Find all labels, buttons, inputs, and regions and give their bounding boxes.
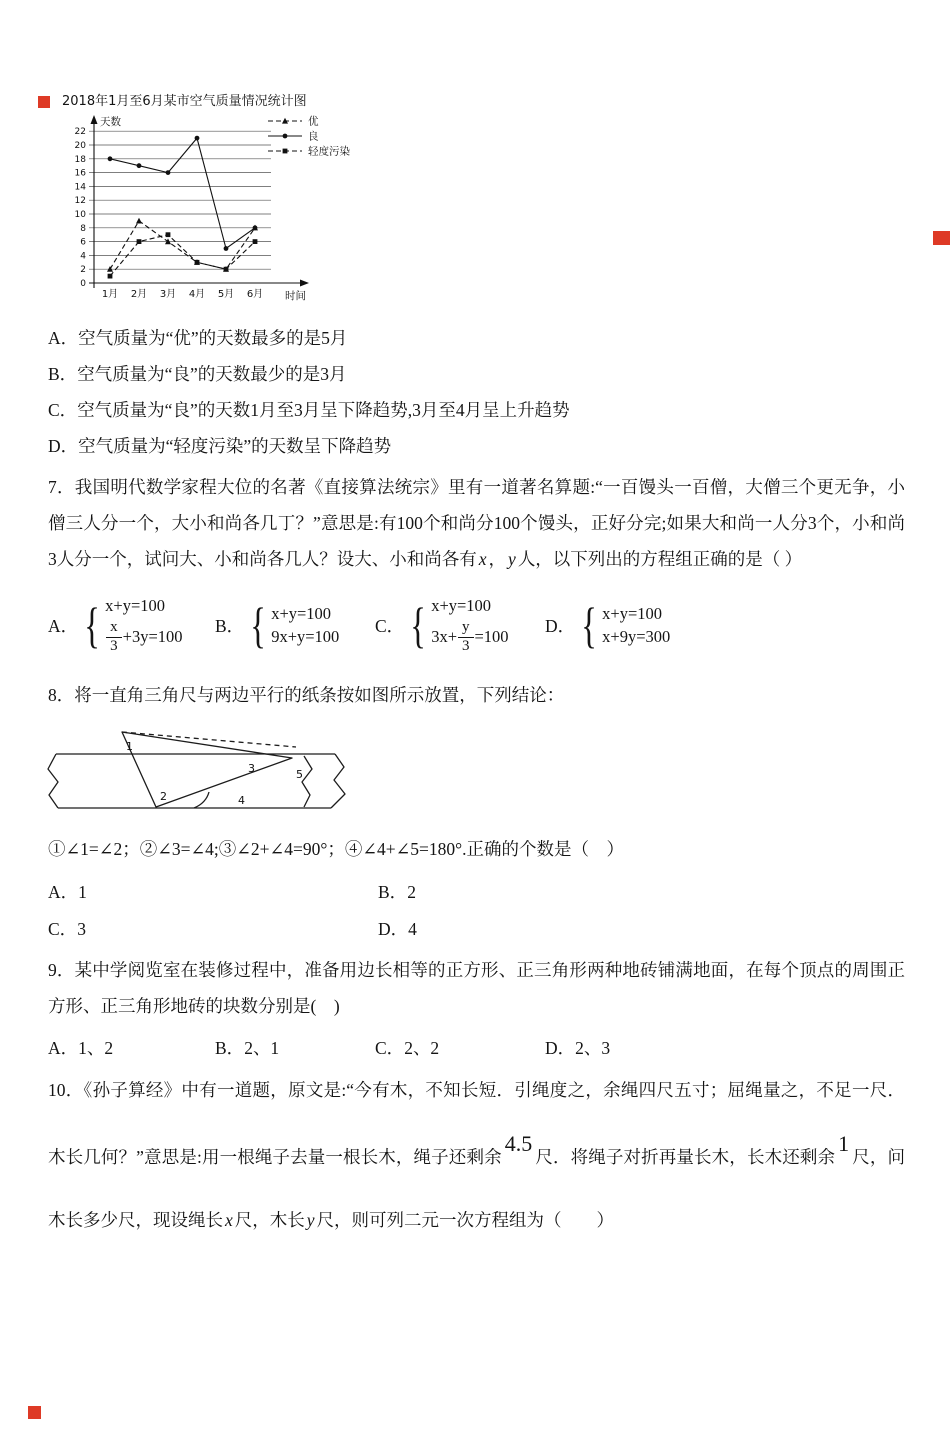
eq-part: +3y=100: [122, 627, 183, 647]
left-brace: {: [84, 597, 100, 654]
stem-text: 人，以下列出的方程组正确的是（ ）: [517, 548, 803, 569]
svg-text:0: 0: [80, 279, 86, 289]
q9-stem: 9．某中学阅览室在装修过程中，准备用边长相等的正方形、正三角形两种地砖铺满地面，在每个顶点的周围正方形、正三角形地砖的块数分别是( ): [48, 960, 905, 1017]
q9-option-d: [545, 1035, 905, 1060]
strip-torn-right-edge: [331, 754, 345, 808]
stem-text: 尺，问木长多少尺，现设绳长: [48, 1146, 906, 1231]
option-label: D．: [378, 919, 409, 940]
svg-text:22: 22: [74, 127, 86, 138]
q9-option-a: [48, 1035, 215, 1060]
eq-part: 9x+y=100: [271, 627, 340, 647]
svg-text:16: 16: [74, 168, 86, 179]
option-text: 4: [408, 919, 417, 940]
red-corner-marker-top-left: [38, 96, 50, 108]
svg-text:12: 12: [74, 196, 86, 207]
q9-option-b: [215, 1035, 375, 1060]
option-text: 2、2: [404, 1038, 440, 1059]
fraction: [458, 619, 474, 655]
eq-part: x+9y=300: [602, 627, 671, 647]
q8-option-b: [378, 879, 905, 904]
q10-stem: [48, 1062, 905, 1250]
option-text: 空气质量为“轻度污染”的天数呈下降趋势: [78, 436, 392, 456]
equation-system: [271, 604, 339, 647]
option-text: 1、2: [78, 1038, 114, 1059]
left-brace: {: [250, 597, 266, 654]
svg-text:2月: 2月: [130, 289, 148, 300]
q8-statements: ①∠1=∠2；②∠3=∠4;③∠2+∠4=90°；④∠4+∠5=180°.正确的个数是（ ）: [48, 838, 625, 859]
option-text: 2、1: [244, 1038, 280, 1059]
svg-text:2: 2: [80, 265, 86, 276]
svg-text:14: 14: [74, 182, 86, 193]
fraction-denominator: 3: [462, 637, 470, 654]
angle-label-3: 3: [248, 761, 255, 775]
option-label: A．: [48, 616, 79, 637]
option-text: 1: [78, 882, 87, 903]
svg-text:20: 20: [74, 141, 86, 151]
equation-1: x+y=100: [431, 596, 492, 616]
svg-text:6月: 6月: [246, 289, 264, 300]
equation-1: x+y=100: [602, 604, 663, 624]
option-text: 2、3: [575, 1038, 611, 1059]
equation-2: [271, 627, 339, 647]
svg-text:良: 良: [308, 130, 319, 143]
q6-option-b: [48, 361, 905, 386]
q7-option-c: [375, 596, 545, 655]
variable-x: x: [225, 1210, 233, 1231]
red-edge-marker-right: [933, 231, 950, 245]
equation-system: [602, 604, 670, 647]
option-text: 空气质量为“良”的天数最少的是3月: [77, 364, 347, 384]
q6-option-c: [48, 397, 905, 422]
svg-text:8: 8: [80, 223, 86, 234]
q9-options: [48, 1035, 905, 1060]
equation-1: x+y=100: [105, 596, 166, 616]
q7-option-a: [48, 596, 215, 655]
strip-torn-left-edge: [48, 754, 58, 808]
q6-option-a: [48, 325, 905, 350]
equation-system: [105, 596, 182, 655]
angle-label-2: 2: [160, 789, 167, 803]
fraction-numerator: y: [458, 619, 474, 637]
svg-text:3月: 3月: [159, 289, 177, 300]
q8-option-a: [48, 879, 378, 904]
svg-text:4: 4: [80, 251, 86, 262]
equation-1: x+y=100: [271, 604, 332, 624]
angle-label-5: 5: [296, 767, 303, 781]
angle-label-4: 4: [238, 793, 245, 807]
eq-part: =100: [474, 627, 509, 647]
option-label: C．: [375, 1038, 405, 1059]
svg-text:天数: 天数: [100, 116, 121, 128]
q6-options: [48, 325, 905, 458]
svg-text:10: 10: [74, 210, 86, 220]
variable-y: y: [508, 548, 516, 569]
option-text: 2: [407, 882, 416, 903]
svg-text:轻度污染: 轻度污染: [308, 145, 350, 158]
fraction-numerator: x: [106, 619, 122, 637]
option-label: A．: [48, 882, 79, 903]
fraction-denominator: 3: [110, 637, 118, 654]
angle-label-1: 1: [126, 739, 133, 753]
q7-options: [48, 586, 905, 666]
option-text: 空气质量为“良”的天数1月至3月呈下降趋势,3月至4月呈上升趋势: [77, 400, 570, 420]
option-label: B．: [378, 882, 408, 903]
option-label: D．: [48, 436, 79, 456]
angle-arc: [194, 792, 209, 808]
svg-text:5月: 5月: [217, 289, 235, 300]
option-label: C．: [48, 400, 78, 420]
chart-title: 2018年1月至6月某市空气质量情况统计图: [62, 94, 307, 109]
red-corner-marker-bottom-left: [28, 1406, 41, 1419]
option-label: A．: [48, 328, 79, 348]
remainder-value: 4.5: [504, 1130, 533, 1156]
q8-option-d: [378, 916, 905, 941]
option-label: B．: [215, 616, 245, 637]
option-text: 3: [77, 919, 86, 940]
strip-torn-inner-edge: [302, 756, 312, 807]
svg-text:优: 优: [308, 115, 319, 128]
q9-option-c: [375, 1035, 545, 1060]
q8-options: [48, 879, 905, 941]
option-label: C．: [48, 919, 78, 940]
q7-option-b: [215, 597, 375, 654]
exam-page: [0, 90, 950, 1250]
variable-y: y: [306, 1210, 315, 1231]
equation-2: [105, 619, 182, 655]
svg-text:时间: 时间: [285, 290, 306, 302]
stem-text: 尺，则可列二元一次方程组为（ ）: [316, 1210, 615, 1231]
exam-content: [0, 90, 950, 1250]
left-brace: {: [581, 597, 597, 654]
q8-option-c: [48, 916, 378, 941]
option-label: D．: [545, 1038, 576, 1059]
left-brace: {: [410, 597, 426, 654]
stem-text: 尺，木长: [234, 1210, 305, 1231]
equation-system: [431, 596, 508, 655]
q7-stem: [48, 470, 905, 578]
eq-part: 3x+: [431, 627, 457, 647]
equation-2: [431, 619, 508, 655]
q8-figure: [42, 720, 352, 820]
svg-text:18: 18: [74, 154, 86, 165]
option-label: B．: [48, 364, 78, 384]
svg-text:1月: 1月: [101, 289, 119, 300]
stem-text: 尺．将绳子对折再量长木，长木还剩余: [535, 1146, 836, 1167]
option-label: D．: [545, 616, 576, 637]
option-text: 空气质量为“优”的天数最多的是5月: [78, 328, 348, 348]
option-label: C．: [375, 616, 405, 637]
q8-stem: 8．将一直角三角尺与两边平行的纸条按如图所示放置，下列结论：: [48, 684, 565, 705]
stem-text: ，: [488, 548, 507, 569]
stem-text: 7．我国明代数学家程大位的名著《直接算法统宗》里有一道著名算题:“一百馒头一百僧，大僧三个更无争，小僧三人分一个，大小和尚各几丁？”意思是:有100个和尚分100个馒头，正好分完;如果大和尚一人分3个，小和尚3人分一个，试问大、小和尚各几人？设大、小和尚各有: [48, 477, 905, 569]
svg-text:6: 6: [80, 237, 86, 248]
equation-2: [602, 627, 670, 647]
air-quality-chart-block: [56, 90, 905, 311]
remainder-value: 1: [838, 1130, 850, 1156]
svg-text:4月: 4月: [188, 289, 206, 300]
fraction: [106, 619, 122, 655]
stem-text: 10．《孙子算经》中有一道题，原文是:“今有木，不知长短．引绳度之，余绳四尺五寸；屈绳量之，不足一尺．木长几何？”意思是:用一根绳子去量一根长木，绳子还剩余: [48, 1080, 905, 1167]
q7-option-d: [545, 597, 905, 654]
q6-option-d: [48, 433, 905, 458]
variable-x: x: [478, 548, 487, 569]
option-label: A．: [48, 1038, 79, 1059]
air-quality-line-chart: [56, 111, 386, 311]
option-label: B．: [215, 1038, 245, 1059]
